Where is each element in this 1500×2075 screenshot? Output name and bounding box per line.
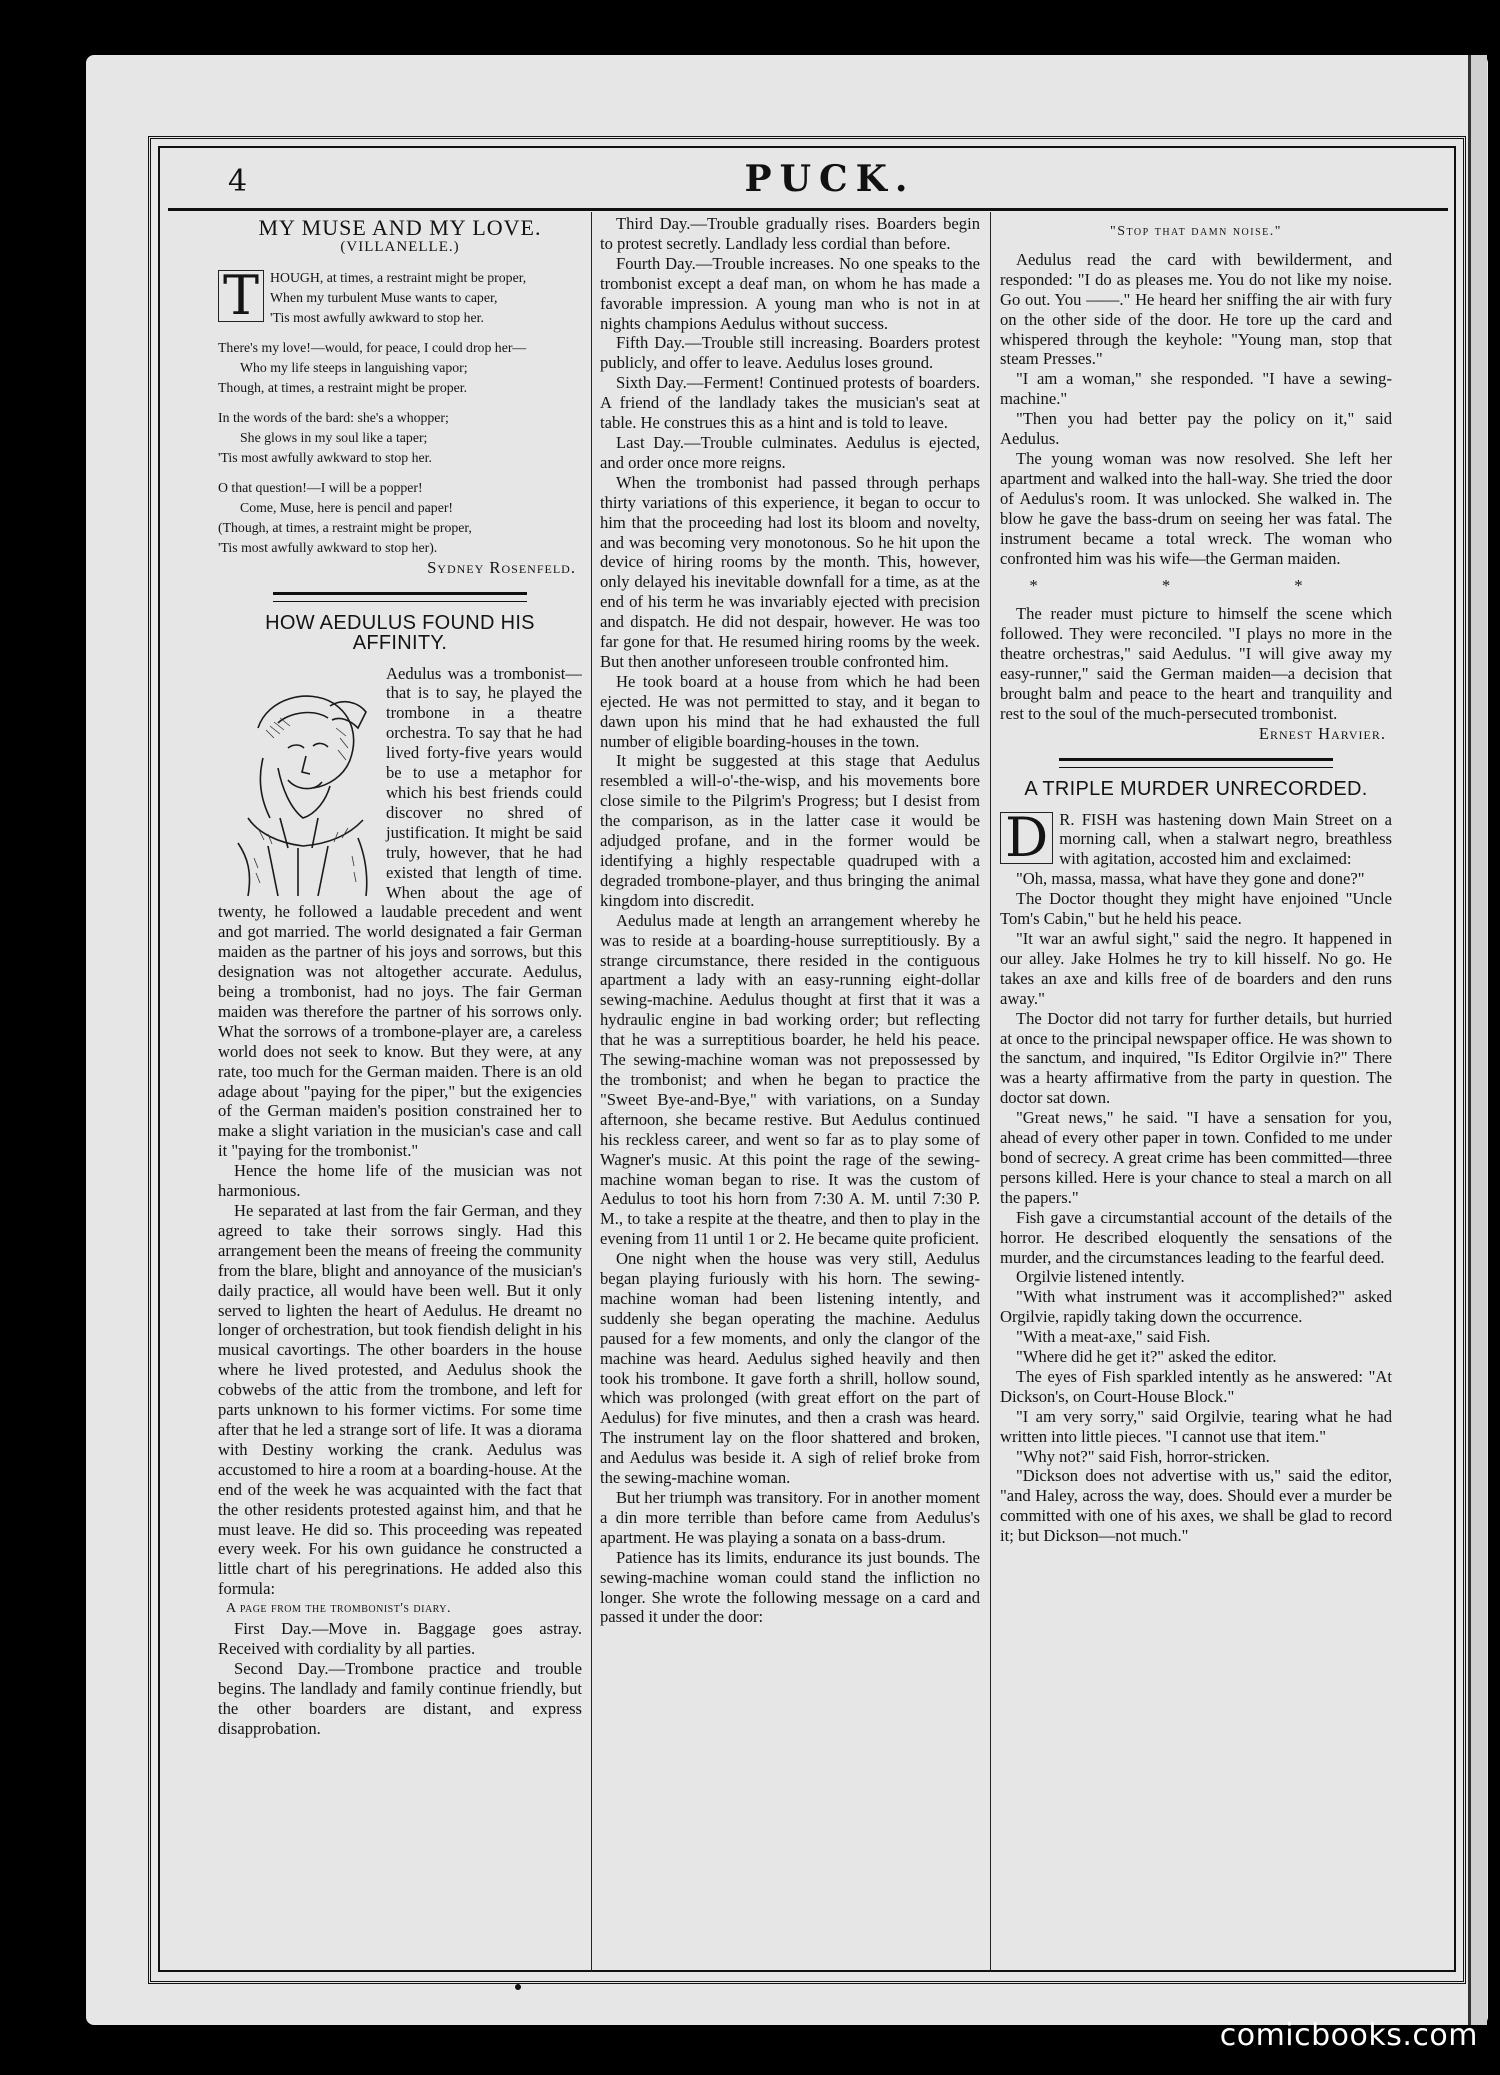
- poem-line: 'Tis most awfully awkward to stop her.: [218, 449, 432, 465]
- story-2-paragraph: "Oh, massa, massa, what have they gone and done?": [1016, 869, 1365, 889]
- section-stars: * * *: [1029, 576, 1363, 596]
- story-2-paragraph: Fish gave a circumstantial account of the details of the horror. He described eloquently the sensations of the murder, and the circumstances leading to the fearful deed.: [1000, 1207, 1392, 1267]
- story-1-paragraph: The reader must picture to himself the scene which followed. They were reconciled. "I plays no more in the theatre orchestras," said Aedulus. "I will give away my easy-runner," said the German maiden—a decision that brought balm and peace to the heart and tranquility and rest to the soul of the much-persecuted trombonist.: [1000, 604, 1392, 723]
- trombonist-illustration: [218, 668, 376, 898]
- header-rule: [168, 208, 1448, 211]
- diary-heading: A page from the trombonist's diary.: [226, 1601, 452, 1617]
- story-1-paragraph: "Then you had better pay the policy on it," said Aedulus.: [1000, 409, 1392, 449]
- section-separator: [273, 592, 528, 602]
- poem-line: 'Tis most awfully awkward to stop her).: [218, 539, 438, 555]
- watermark: comicbooks.com: [1219, 2018, 1478, 2053]
- diary-entry: First Day.—Move in. Baggage goes astray. Received with cordiality by all parties.: [218, 1619, 582, 1658]
- story-1-paragraph: He took board at a house from which he had been ejected. He was not permitted to stay, and it began to dawn upon his mind that he had exhausted the full number of eligible boarding-houses in the town.: [600, 671, 980, 751]
- story-1-paragraph: It might be suggested at this stage that Aedulus resembled a will-o'-the-wisp, and his movements bore close simile to the Pilgrim's Progress; but I desist from the comparison, as in the latter case it would be adjudged profane, and in the former would be identifying a highly respectable quadruped with a degraded trombone-player, and thus bringing the animal kingdom into discredit.: [600, 751, 980, 910]
- poem-stanza-2: [218, 338, 582, 398]
- poem-stanza-3: [218, 408, 582, 468]
- story-2-paragraph: "With a meat-axe," said Fish.: [1016, 1327, 1211, 1347]
- page-number: 4: [228, 164, 248, 199]
- poem-line: (Though, at times, a restraint might be proper,: [218, 519, 472, 535]
- story-2-drop-cap: D: [1000, 812, 1053, 864]
- diary-entry: Third Day.—Trouble gradually rises. Boarders begin to protest secretly. Landlady less cordial than before.: [600, 214, 980, 253]
- card-message: "Stop that damn noise.": [1110, 224, 1282, 239]
- story-1-paragraph: One night when the house was very still, Aedulus began playing furiously with his horn. The sewing-machine woman had been listening intently, and suddenly she began operating the machine. Aedulus paused for a few moments, and only the clangor of the machine was heard. Aedulus sighed heavily and then took his trombone. It gave forth a shrill, hollow sound, which was prolonged (with great effort on the part of Aedulus) for five minutes, and then a crash was heard. The instrument lay on the floor shattered and broken, and Aedulus was beside it. A sigh of relief broke from the sewing-machine woman.: [600, 1249, 980, 1488]
- poem-line: Though, at times, a restraint might be proper.: [218, 379, 468, 395]
- diary-entry: Fourth Day.—Trouble increases. No one speaks to the trombonist except a deaf man, on whom he has made a favorable impression. A young man who is not in at nights champions Aedulus without success.: [600, 253, 980, 333]
- diary-entry: Last Day.—Trouble culminates. Aedulus is ejected, and order once more reigns.: [600, 432, 980, 472]
- poem-line: There's my love!—would, for peace, I could drop her—: [218, 339, 527, 355]
- poem-line: She glows in my soul like a taper;: [240, 429, 428, 445]
- diary-entry: Sixth Day.—Ferment! Continued protests of boarders. A friend of the landlady takes the musician's seat at table. He construes this as a hint and is told to leave.: [600, 373, 980, 433]
- column-rule-2: [990, 212, 991, 1972]
- poem-drop-cap: T: [218, 270, 264, 322]
- story-1-paragraph: When the trombonist had passed through perhaps thirty variations of this experience, it began to occur to him that the proceeding had lost its bloom and novelty, and was becoming very monotonous. So he hit upon the device of hiring rooms by the month. This, however, only delayed his inevitable downfall for a time, as at the end of his term he was invariably ejected with precision and dispatch. He did not despair, however. He was too far gone for that. He resumed hiring rooms by the week. But then another unforeseen trouble confronted him.: [600, 472, 980, 671]
- poem-stanza-1: [218, 263, 582, 328]
- story-1-paragraph: "I am a woman," she responded. "I have a sewing-machine.": [1000, 369, 1392, 409]
- story-2-title: A TRIPLE MURDER UNRECORDED.: [1024, 777, 1368, 800]
- column-3: [1000, 214, 1392, 1956]
- story-2-paragraph: "With what instrument was it accomplished?" asked Orgilvie, rapidly taking down the occurrence.: [1000, 1287, 1392, 1327]
- poem-author: Sydney Rosenfeld.: [427, 557, 576, 577]
- poem-line: 'Tis most awfully awkward to stop her.: [270, 309, 484, 325]
- poem-title: MY MUSE AND MY LOVE.: [258, 215, 542, 240]
- column-2: [600, 214, 980, 1956]
- story-2-paragraph: The eyes of Fish sparkled intently as he answered: "At Dickson's, on Court-House Block.": [1000, 1366, 1392, 1406]
- section-separator: [1059, 758, 1333, 768]
- story-2-paragraph: "Where did he get it?" asked the editor.: [1016, 1347, 1277, 1367]
- story-1-author: Ernest Harvier.: [1258, 723, 1386, 743]
- diary-entry: Fifth Day.—Trouble still increasing. Boarders protest publicly, and offer to leave. Aedulus loses ground.: [600, 333, 980, 373]
- story-1-paragraph: Patience has its limits, endurance its just bounds. The sewing-machine woman could stand the infliction no longer. She wrote the following message on a card and passed it under the door:: [600, 1547, 980, 1627]
- story-1-paragraph: The young woman was now resolved. She left her apartment and walked into the hall-way. She tried the door of Aedulus's room. It was unlocked. She walked in. The blow he gave the bass-drum on seeing her was fatal. The instrument became a total wreck. The woman who confronted him was his wife—the German maiden.: [1000, 448, 1392, 568]
- story-1-paragraph: Aedulus was a trombonist—that is to say, he played the trombone in a theatre orchestra. To say that he had lived forty-five years would be to use a metaphor for which his best friends could discover no shred of justification. It might be said truly, however, that he had existed that length of time. When about the age of twenty, he followed a laudable precedent and went and got married. The world designated a fair German maiden as the partner of his joys and sorrows, but this designation was not altogether accurate. Aedulus, being a trombonist, had no joys. The fair German maiden was therefore the partner of his sorrows only. What the sorrows of a trombone-player are, a careless world does not seek to know. But they were, at any rate, too much for the German maiden. There is an old adage about "paying for the piper," but the exigencies of the German maiden's position constrained her to make a slight variation in the musician's case and call it "paying for the trombonist.": [218, 663, 582, 1161]
- story-1-paragraph: Aedulus read the card with bewilderment, and responded: "I do as pleases me. You do not like my noise. Go out. You ——." He heard her sniffing the air with fury on the other side of the door. He tore up the card and whispered through the keyhole: "Young man, stop that steam Presses.": [1000, 249, 1392, 369]
- story-2-paragraph: "Dickson does not advertise with us," said the editor, "and Haley, across the way, does. Should ever a murder be committed with one of his axes, we shall be glad to record it; but Dickson—not much.": [1000, 1466, 1392, 1546]
- poem-line: Who my life steeps in languishing vapor;: [240, 359, 468, 375]
- story-2-paragraph: "It war an awful sight," said the negro. It happened in our alley. Jake Holmes he try to kill hisself. No go. He takes an axe and kills free of de boarders and den runs away.": [1000, 929, 1392, 1008]
- poem-line: Come, Muse, here is pencil and paper!: [240, 499, 454, 515]
- story-1-paragraph: But her triumph was transitory. For in another moment a din more terrible than before came from Aedulus's apartment. He was playing a sonata on a bass-drum.: [600, 1488, 980, 1547]
- story-1-title: HOW AEDULUS FOUND HIS AFFINITY.: [265, 611, 535, 654]
- diary-entry: Second Day.—Trombone practice and trouble begins. The landlady and family continue friendly, but the other boarders are distant, and express disapprobation.: [218, 1658, 582, 1738]
- story-1-paragraph: Hence the home life of the musician was not harmonious.: [218, 1161, 582, 1201]
- column-rule-1: [591, 212, 592, 1972]
- poem-line: O that question!—I will be a popper!: [218, 479, 423, 495]
- masthead: PUCK.: [744, 158, 916, 200]
- story-2-paragraph: The Doctor thought they might have enjoined "Uncle Tom's Cabin," but he held his peace.: [1000, 889, 1392, 929]
- bottom-mark: [515, 1984, 521, 1990]
- poem-line: HOUGH, at times, a restraint might be proper,: [270, 269, 527, 285]
- story-2-paragraph: "Great news," he said. "I have a sensation for you, ahead of every other paper in town. Confided to me under bond of secrecy. A great crime has been committed—three persons killed. Here is your chance to steal a march on all the papers.": [1000, 1108, 1392, 1207]
- story-2-paragraph: Orgilvie listened intently.: [1016, 1267, 1185, 1287]
- story-1-paragraph: Aedulus made at length an arrangement whereby he was to reside at a boarding-house surreptitiously. By a strange circumstance, there resided in the contiguous apartment a lady with an easy-running eight-dollar sewing-machine. Aedulus thought at first that it was a hydraulic engine in bad working order; but reflecting that he was a surreptitious boarder, he held his peace. The sewing-machine woman was not prepossessed by the trombonist; and when he began to practice the "Sweet Bye-and-Bye," with variations, on a Sunday afternoon, she became restive. But Aedulus continued his reckless career, and went so far as to play some of Wagner's music. At this point the rage of the sewing-machine woman began to rise. It was the custom of Aedulus to toot his horn from 7:30 A. M. until 7:30 P. M., to take a respite at the theatre, and then to play in the evening from 11 until 1 or 2. He became quite proficient.: [600, 910, 980, 1249]
- poem-stanza-4: [218, 478, 582, 558]
- story-2-paragraph: "I am very sorry," said Orgilvie, tearing what he had written into little pieces. "I cannot use that item.": [1000, 1406, 1392, 1446]
- story-2-paragraph: "Why not?" said Fish, horror-stricken.: [1016, 1446, 1270, 1466]
- story-2-paragraph: The Doctor did not tarry for further details, but hurried at once to the principal newspaper office. He was shown to the sanctum, and inquired, "Is Editor Orgilvie in?" There was a hearty affirmative from the party in question. The doctor sat down.: [1000, 1008, 1392, 1108]
- binding-edge: [1468, 55, 1487, 2025]
- poem-subtitle: (VILLANELLE.): [340, 238, 460, 255]
- poem-line: In the words of the bard: she's a whopper;: [218, 409, 449, 425]
- story-2-opening-text: R. FISH was hastening down Main Street on a morning call, when a stalwart negro, breathless with agitation, accosted him and exclaimed:: [1059, 809, 1392, 869]
- story-2-paragraph: [1000, 805, 1392, 870]
- story-1-paragraph: He separated at last from the fair German, and they agreed to take their sorrows singly. Had this arrangement been the means of freeing the community from the blare, blight and annoyance of the musician's daily practice, all would have been well. But it only served to lighten the heart of Aedulus. He dreamt no longer of orchestration, but took fiendish delight in his musical cavortings. The other boarders in the house where he lived protested, and Aedulus shook the cobwebs of the attic from the trombone, and left for parts unknown to his former victims. For some time after that he led a strange sort of life. It was a diorama with Destiny working the crank. Aedulus was accustomed to hire a room at a boarding-house. At the end of the week he was acquainted with the fact that the other residents protested against him, and that he must leave. He did so. This proceeding was repeated every week. For his own guidance he constructed a little chart of his peregrinations. He added also this formula:: [218, 1201, 582, 1599]
- column-1: [218, 214, 582, 1956]
- poem-line: When my turbulent Muse wants to caper,: [270, 289, 498, 305]
